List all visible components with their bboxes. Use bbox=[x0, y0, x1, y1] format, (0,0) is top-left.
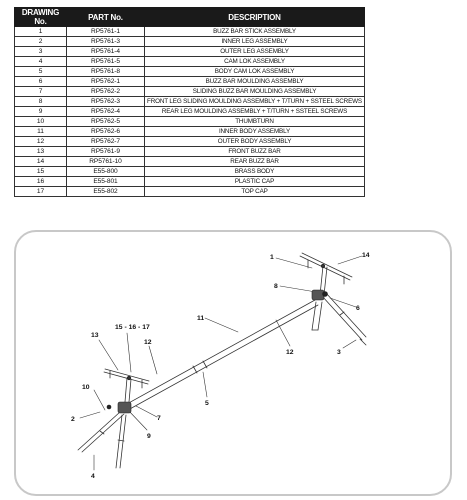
outer-leg-assembly bbox=[322, 293, 366, 345]
cell-description: INNER BODY ASSEMBLY bbox=[145, 127, 365, 137]
cell-part-no: E55-800 bbox=[67, 167, 145, 177]
cell-description: BODY CAM LOK ASSEMBLY bbox=[145, 67, 365, 77]
cell-part-no: RP5762-6 bbox=[67, 127, 145, 137]
cell-drawing-no: 3 bbox=[15, 47, 67, 57]
cell-description: FRONT LEG SLIDING MOULDING ASSEMBLY + T/TURN + SSTEEL SCREWS bbox=[145, 97, 365, 107]
cell-part-no: RP5762-3 bbox=[67, 97, 145, 107]
rear-leg-upper bbox=[312, 302, 322, 330]
cell-description: REAR LEG MOULDING ASSEMBLY + T/TURN + SSTEEL SCREWS bbox=[145, 107, 365, 117]
callout-12-left: 12 bbox=[144, 339, 152, 346]
cell-drawing-no: 12 bbox=[15, 137, 67, 147]
cell-part-no: RP5762-5 bbox=[67, 117, 145, 127]
callout-14: 14 bbox=[362, 252, 370, 259]
callout-4: 4 bbox=[91, 473, 95, 480]
cell-description: REAR BUZZ BAR bbox=[145, 157, 365, 167]
cell-drawing-no: 1 bbox=[15, 27, 67, 37]
cell-description: OUTER BODY ASSEMBLY bbox=[145, 137, 365, 147]
callout-1: 1 bbox=[270, 254, 274, 261]
cam-lok-leg bbox=[116, 415, 126, 468]
cell-drawing-no: 16 bbox=[15, 177, 67, 187]
cell-description: INNER LEG ASSEMBLY bbox=[145, 37, 365, 47]
callout-10: 10 bbox=[82, 384, 90, 391]
cell-part-no: RP5762-4 bbox=[67, 107, 145, 117]
rear-buzz-bar bbox=[300, 253, 352, 295]
cell-description: TOP CAP bbox=[145, 187, 365, 197]
brass-body-front bbox=[127, 376, 131, 380]
cell-part-no: E55-801 bbox=[67, 177, 145, 187]
cell-description: BUZZ BAR STICK ASSEMBLY bbox=[145, 27, 365, 37]
callout-11: 11 bbox=[197, 315, 205, 322]
callout-8: 8 bbox=[274, 283, 278, 290]
cell-description: THUMBTURN bbox=[145, 117, 365, 127]
cell-part-no: RP5761-1 bbox=[67, 27, 145, 37]
callout-3: 3 bbox=[337, 349, 341, 356]
cell-drawing-no: 14 bbox=[15, 157, 67, 167]
cell-drawing-no: 2 bbox=[15, 37, 67, 47]
cell-part-no: RP5761-10 bbox=[67, 157, 145, 167]
cell-drawing-no: 8 bbox=[15, 97, 67, 107]
thumbturn-front bbox=[107, 405, 111, 409]
cell-description: CAM LOK ASSEMBLY bbox=[145, 57, 365, 67]
cell-drawing-no: 13 bbox=[15, 147, 67, 157]
buzz-bar-moulding-rear bbox=[312, 290, 324, 300]
header-description: DESCRIPTION bbox=[145, 8, 365, 27]
callout-7: 7 bbox=[157, 415, 161, 422]
inner-leg-assembly bbox=[78, 412, 124, 452]
cell-part-no: RP5761-4 bbox=[67, 47, 145, 57]
cell-part-no: RP5762-2 bbox=[67, 87, 145, 97]
cell-description: FRONT BUZZ BAR bbox=[145, 147, 365, 157]
cell-drawing-no: 17 bbox=[15, 187, 67, 197]
callout-12-right: 12 bbox=[286, 349, 294, 356]
callout-9: 9 bbox=[147, 433, 151, 440]
header-drawing-no: DRAWING No. bbox=[15, 8, 67, 27]
cell-part-no: RP5761-9 bbox=[67, 147, 145, 157]
cell-drawing-no: 9 bbox=[15, 107, 67, 117]
cell-drawing-no: 15 bbox=[15, 167, 67, 177]
cell-drawing-no: 10 bbox=[15, 117, 67, 127]
cell-part-no: RP5761-5 bbox=[67, 57, 145, 67]
cell-drawing-no: 4 bbox=[15, 57, 67, 67]
cell-part-no: RP5761-3 bbox=[67, 37, 145, 47]
cell-description: BUZZ BAR MOULDING ASSEMBLY bbox=[145, 77, 365, 87]
cell-drawing-no: 11 bbox=[15, 127, 67, 137]
cell-description: PLASTIC CAP bbox=[145, 177, 365, 187]
cell-part-no: RP5762-7 bbox=[67, 137, 145, 147]
cell-drawing-no: 7 bbox=[15, 87, 67, 97]
header-part-no: PART No. bbox=[67, 8, 145, 27]
cell-drawing-no: 5 bbox=[15, 67, 67, 77]
cell-part-no: E55-802 bbox=[67, 187, 145, 197]
cell-description: BRASS BODY bbox=[145, 167, 365, 177]
body-cam-lok bbox=[193, 361, 207, 373]
thumbturn-rear bbox=[323, 292, 328, 297]
callout-5: 5 bbox=[205, 400, 209, 407]
sliding-buzz-bar-moulding bbox=[118, 402, 131, 413]
cell-part-no: RP5761-8 bbox=[67, 67, 145, 77]
cell-description: OUTER LEG ASSEMBLY bbox=[145, 47, 365, 57]
callout-15-16-17: 15 - 16 - 17 bbox=[115, 324, 150, 331]
brass-body-rear bbox=[321, 264, 325, 268]
callout-6: 6 bbox=[356, 305, 360, 312]
cell-part-no: RP5762-1 bbox=[67, 77, 145, 87]
callout-2: 2 bbox=[71, 416, 75, 423]
cell-drawing-no: 6 bbox=[15, 77, 67, 87]
front-buzz-bar bbox=[104, 369, 149, 402]
cell-description: SLIDING BUZZ BAR MOULDING ASSEMBLY bbox=[145, 87, 365, 97]
leader-lines bbox=[80, 256, 362, 470]
callout-13: 13 bbox=[91, 332, 99, 339]
